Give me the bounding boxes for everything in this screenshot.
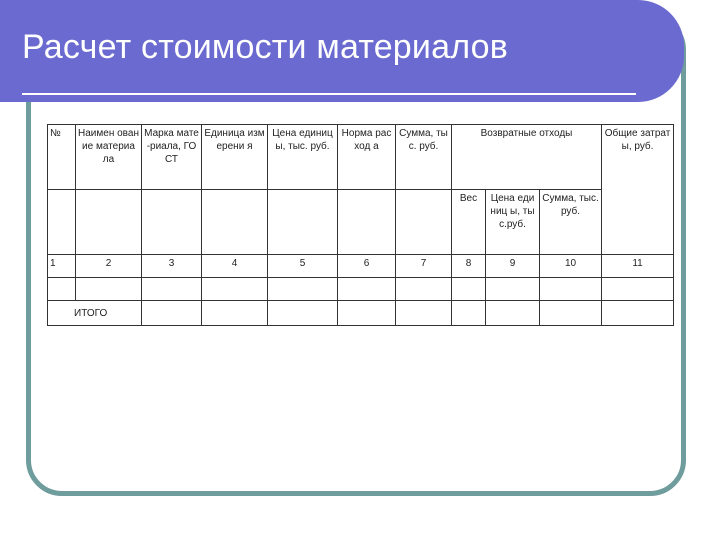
header-unit: Единица измерени я bbox=[202, 125, 268, 190]
header-sum: Сумма, тыс. руб. bbox=[396, 125, 452, 190]
materials-cost-table bbox=[47, 124, 674, 326]
total-label: ИТОГО bbox=[48, 301, 142, 326]
col-number-3: 3 bbox=[142, 255, 202, 278]
col-number-6: 6 bbox=[338, 255, 396, 278]
subheader-blank bbox=[202, 190, 268, 255]
col-number-8: 8 bbox=[452, 255, 486, 278]
header-total-costs: Общие затраты, руб. bbox=[602, 125, 674, 255]
col-number-4: 4 bbox=[202, 255, 268, 278]
subheader-blank bbox=[396, 190, 452, 255]
title-underline bbox=[22, 93, 636, 95]
col-number-5: 5 bbox=[268, 255, 338, 278]
header-row bbox=[48, 125, 674, 190]
subheader-blank bbox=[268, 190, 338, 255]
total-row bbox=[48, 301, 674, 326]
subheader-weight: Вес bbox=[452, 190, 486, 255]
col-number-7: 7 bbox=[396, 255, 452, 278]
col-number-1: 1 bbox=[48, 255, 76, 278]
subheader-row bbox=[48, 190, 674, 255]
subheader-waste-sum: Сумма, тыс. руб. bbox=[540, 190, 602, 255]
subheader-blank bbox=[48, 190, 76, 255]
col-number-11: 11 bbox=[602, 255, 674, 278]
subheader-blank bbox=[76, 190, 142, 255]
header-material-name: Наимен ование материа ла bbox=[76, 125, 142, 190]
col-number-2: 2 bbox=[76, 255, 142, 278]
column-number-row bbox=[48, 255, 674, 278]
col-number-10: 10 bbox=[540, 255, 602, 278]
header-unit-price: Цена единицы, тыс. руб. bbox=[268, 125, 338, 190]
subheader-waste-unit-price: Цена единиц ы, тыс.руб. bbox=[486, 190, 540, 255]
header-returnable-waste: Возвратные отходы bbox=[452, 125, 602, 190]
title-bar bbox=[0, 0, 684, 102]
header-consumption-rate: Норма расход а bbox=[338, 125, 396, 190]
header-number: № bbox=[48, 125, 76, 190]
col-number-9: 9 bbox=[486, 255, 540, 278]
header-material-grade: Марка мате-риала, ГОСТ bbox=[142, 125, 202, 190]
subheader-blank bbox=[142, 190, 202, 255]
table-row bbox=[48, 278, 674, 301]
slide-title: Расчет стоимости материалов bbox=[22, 28, 509, 66]
subheader-blank bbox=[338, 190, 396, 255]
